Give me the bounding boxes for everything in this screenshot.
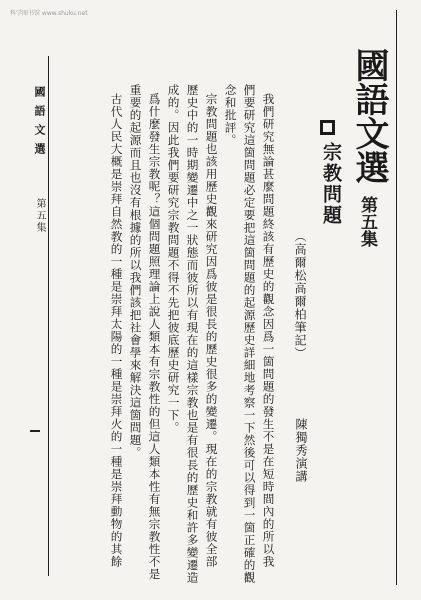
margin-title: 國語文選 [33, 86, 46, 162]
body-column-7: 爲什麼發生宗教呢？這個問題照理論上說人類本有宗教性的但這人類本性有無宗教性不是 [147, 93, 162, 581]
body-column-1: 我們研究無論甚麼問題終該有歷史的觀念因爲一箇問題的發生不是在短時間內的所以我 [261, 93, 276, 568]
left-border-line [48, 56, 49, 576]
margin-volume: 第五集 [34, 198, 45, 234]
right-border-line [396, 10, 397, 585]
body-column-9: 古代人民大概是崇拜自然教的一種是崇拜太陽的一種是崇拜火的一種是崇拜動物的其餘 [109, 93, 124, 568]
article-heading: 宗教問題 [320, 142, 342, 226]
body-column-4: 宗教問題也該用歷史觀來研究因爲彼是很長的歷史很多的變遷。現在的宗教就有彼全部 [204, 93, 219, 568]
watermark: 科学图书馆 www.shuku.net [10, 10, 88, 17]
body-column-3: 念和批評。 [223, 84, 238, 147]
body-column-2: 們要研究這箇問題必定要把這箇問題的起源歷史詳細地考察一下然後可以得到一箇正確的觀 [242, 84, 257, 584]
book-title: 國語文選 [349, 48, 389, 184]
recorder-note: （高爾松高爾柏筆記） [293, 230, 307, 360]
body-column-8: 重要的起源而且也沒有根據的所以我們該把社會學來解決這箇問題。 [128, 84, 143, 459]
heading-square-icon [320, 120, 335, 135]
body-column-5: 歷史中的一時期變遷中之一狀態而彼所以有現在的這樣宗教也是有很長的歷史和許多變遷造 [185, 84, 200, 584]
book-volume: 第五集 [357, 196, 377, 247]
margin-mark [30, 430, 40, 432]
body-column-6: 成的。因此我們要研究宗教問題不得不先把彼底歷史研究一下。 [166, 84, 181, 434]
lecturer-credit: 陳獨秀演講 [294, 418, 308, 483]
